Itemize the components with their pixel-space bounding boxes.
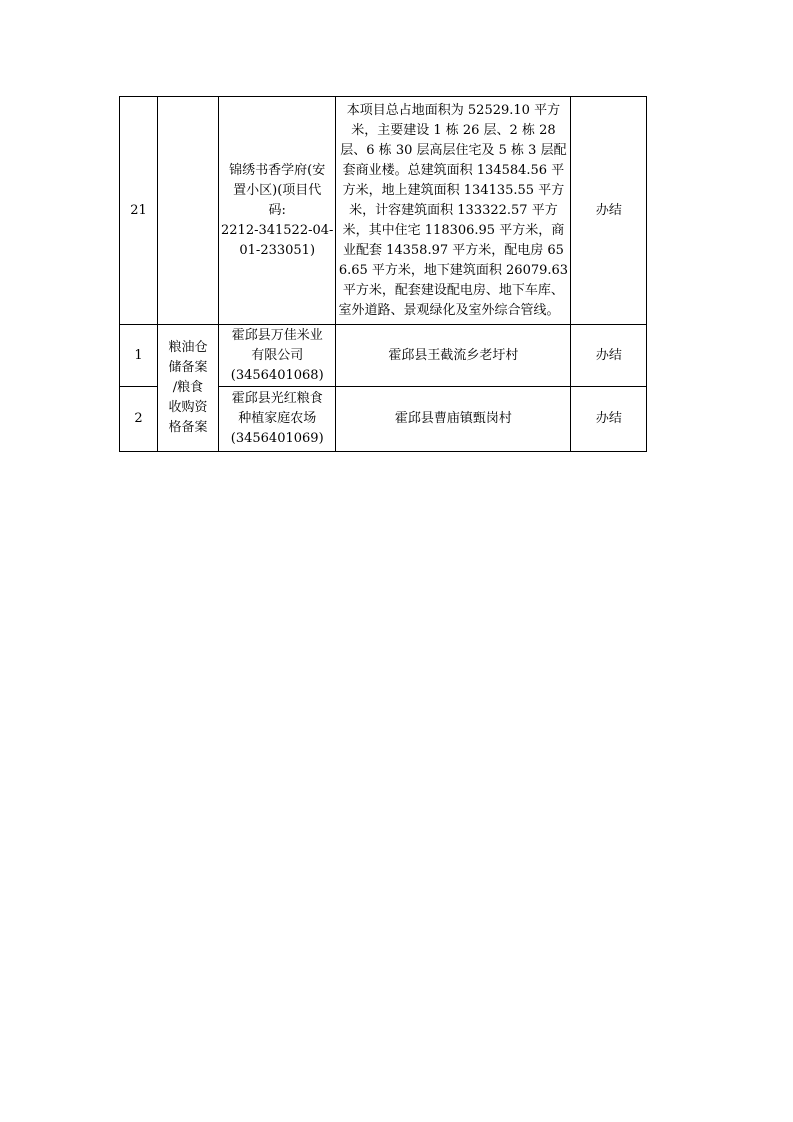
row-index: 21 <box>120 97 158 325</box>
category-cell <box>158 325 219 452</box>
project-name-line: 霍邱县光红粮食 <box>231 391 323 406</box>
table-row <box>120 325 647 387</box>
location-cell: 霍邱县王截流乡老圩村 <box>336 325 571 387</box>
project-name-line: 置小区)(项目代 <box>233 182 322 198</box>
location-cell: 霍邱县曹庙镇甄岗村 <box>336 387 571 452</box>
project-name-line: 码: <box>268 202 286 218</box>
category-line: 格备案 <box>168 420 208 435</box>
project-name-cell <box>219 325 336 387</box>
project-name-line: (3456401069) <box>230 431 324 446</box>
project-description: 本项目总占地面积为 52529.10 平方米，主要建设 1 栋 26 层、2 栋 28 层、6 栋 30 层高层住宅及 5 栋 3 层配套商业楼。总建筑面积 134584.56 平方米，地上建筑面积 134135.55 平方米，计容建筑面积 133322.57 平方米，其中住宅 118306.95 平方米，商业配套 14358.97 平方米，配电房 656.65 平方米，地下建筑面积 26079.63 平方米，配套建设配电房、地下车库、室外道路、景观绿化及室外综合管线。 <box>336 97 571 325</box>
project-name-line: 种植家庭农场 <box>238 411 317 426</box>
status-cell: 办结 <box>571 97 647 325</box>
project-name-line: (3456401068) <box>230 367 324 383</box>
row-index: 2 <box>120 387 158 452</box>
category-line: 储备案 <box>168 360 208 375</box>
project-name-cell <box>219 97 336 325</box>
project-name-line: 有限公司 <box>251 347 304 363</box>
project-name-line: 2212-341522-04- <box>221 222 334 238</box>
table-row <box>120 97 647 325</box>
project-name-line: 01-233051) <box>239 242 316 258</box>
category-line: 粮油仓 <box>168 340 208 355</box>
status-cell: 办结 <box>571 325 647 387</box>
approval-records-table <box>119 96 647 452</box>
project-name-line: 霍邱县万佳米业 <box>231 327 323 343</box>
project-name-line: 锦绣书香学府(安 <box>229 162 326 178</box>
category-cell <box>158 97 219 325</box>
category-line: 收购资 <box>168 400 208 415</box>
status-cell: 办结 <box>571 387 647 452</box>
project-name-cell <box>219 387 336 452</box>
category-line: /粮食 <box>172 380 204 395</box>
row-index: 1 <box>120 325 158 387</box>
